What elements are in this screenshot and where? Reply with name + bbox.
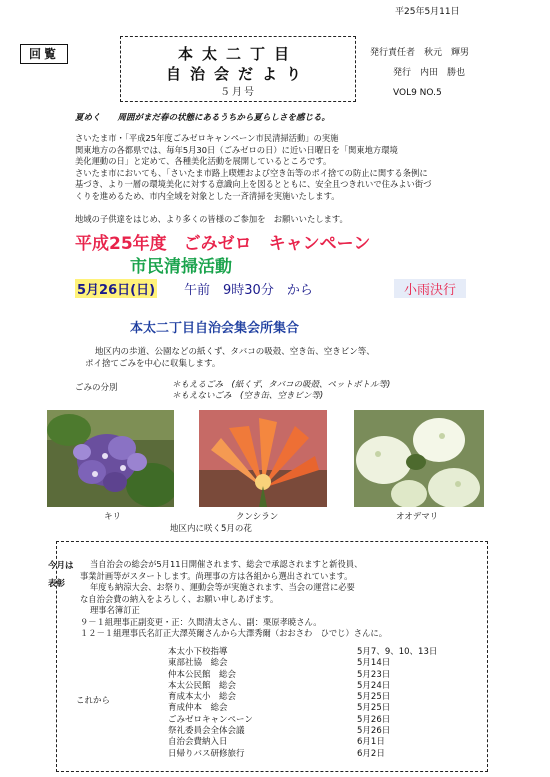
season-word: 夏めく (75, 113, 101, 123)
issue-date: 平25年5月11日 (395, 7, 460, 17)
oodemari-caption: オオデマリ (396, 512, 439, 522)
flowers-caption: 地区内に咲く5月の花 (170, 524, 252, 534)
sorting-label: ごみの分別 (75, 383, 118, 393)
season-line (75, 111, 330, 123)
issuer: 発行 内田 勝也 (393, 68, 466, 78)
commendation-label: 表彰 (48, 579, 66, 589)
event-date: 5月14日 (357, 658, 391, 669)
event-name: 本太公民館 総会 (168, 680, 237, 691)
title-line-2: 自治会だより (165, 65, 310, 83)
garbage-kinds (172, 380, 390, 402)
newsletter-title-box (120, 36, 356, 102)
intro-line: 美化運動の日」と定めて、各種美化活動を展開しているところです。 (75, 156, 332, 166)
oodemari-photo (354, 410, 484, 507)
kunshiran-photo (199, 410, 327, 507)
intro-paragraph (75, 133, 520, 202)
collection-area (85, 346, 375, 370)
kiri-caption: キリ (104, 512, 122, 522)
intro-line: 関東地方の各都県では、毎年5月30日（ごみゼロの日）に近い日曜日を「関東地方環境 (75, 144, 398, 155)
issue-label: ５月号 (220, 87, 256, 98)
event-date: 5月25日 (357, 692, 391, 703)
intro-line: くりを進めるため、市内全域を対象とした一斉清掃を実施いたします。 (75, 190, 340, 201)
upcoming-label: これから (76, 696, 111, 706)
meeting-line: 事業計画等がスタートします。尚理事の方は各組から選出されています。 (80, 570, 353, 581)
event-name: 育成仲本 総会 (168, 703, 228, 714)
event-name: ごみゼロキャンペーン (168, 714, 253, 725)
kunshiran-caption: クンシラン (236, 512, 279, 522)
area-line: 地区内の歩道、公園などの紙くず、タバコの吸殻、空き缶、空きビン等、 (95, 347, 375, 357)
campaign-subtitle: 市民清掃活動 (130, 257, 232, 277)
event-name: 仲本公民館 総会 (168, 669, 237, 680)
event-name: 育成本太小 総会 (168, 692, 237, 703)
meeting-place: 本太二丁目自治会集会所集合 (130, 321, 300, 336)
volume: VOL9 NO.5 (393, 88, 442, 98)
circulation-label: 回覧 (20, 44, 68, 64)
meeting-line: な自治会費の納入をよろしく、お願い申しあげます。 (80, 593, 279, 604)
kiri-photo (47, 410, 174, 507)
event-name: 自治会費納入日 (168, 737, 228, 748)
meeting-paragraph (80, 559, 387, 640)
event-date: 5月23日 (357, 669, 391, 680)
meeting-line: 年度も納涼大会、お祭り、運動会等が実施されます、当会の運営に必要 (90, 582, 355, 592)
event-date: 5月24日 (357, 680, 391, 691)
event-time: 午前 9時30分 から (184, 283, 313, 298)
event-date: 6月1日 (357, 737, 385, 748)
schedule-dates (357, 647, 437, 760)
event-date: 5月25日 (357, 703, 391, 714)
title-line-1: 本太二丁目 (177, 45, 298, 63)
meeting-line: １２－１組理事氏名訂正大澤英爾さんから大澤秀爾（おおさわ ひでじ）さんに。 (80, 628, 387, 638)
intro-line: 基づき、より一層の環境美化に対する意識向上を図るとともに、安全且つきれいで住みよい街づ (75, 179, 432, 189)
rain-notice: 小雨決行 (394, 279, 466, 298)
roster-correction: 理事名簿訂正 (90, 605, 140, 615)
intro-line: さいたま市においても、「さいたま市路上喫煙および空き缶等のポイ捨ての防止に関する条例に (75, 167, 428, 178)
burnable-item: ＊もえるごみ (紙くず、タバコの吸殻、ペットボトル等) (172, 380, 391, 390)
campaign-title: 平成25年度 ごみゼロ キャンペーン (75, 234, 371, 254)
participation-request: 地域の子供達をはじめ、より多くの皆様のご参加を お願いいたします。 (75, 214, 348, 224)
schedule-names (168, 647, 253, 760)
intro-line: さいたま市・「平成25年度ごみゼロキャンペーン市民清掃活動」の実施 (75, 133, 339, 143)
meeting-line: ９－１組理事正副変更・正：久間清太さん、副：栗原孝暁さん。 (80, 616, 322, 627)
event-name: 東部社協 総会 (168, 658, 228, 669)
event-name: 日帰りバス研修旅行 (168, 748, 245, 759)
event-date: 5月26日 (357, 714, 391, 725)
nonburnable-item: ＊もえないごみ (空き缶、空きビン等) (172, 391, 324, 401)
event-date: 6月2日 (357, 748, 385, 759)
area-line: ポイ捨てごみを中心に収集します。 (85, 359, 221, 369)
event-name: 祭礼委員会全体会議 (168, 726, 245, 737)
this-month-label: 今月は (48, 561, 74, 571)
event-name: 本太小下校指導 (168, 647, 228, 657)
event-date: 5月26日 (357, 726, 391, 737)
event-date: 5月26日(日) (75, 279, 157, 298)
event-date: 5月7、9、10、13日 (357, 647, 438, 657)
publisher: 発行責任者 秋元 輝男 (370, 48, 470, 58)
meeting-line: 当自治会の総会が5月11日開催されます、総会で承認されますと新役員、 (90, 559, 363, 569)
season-text: 周囲がまだ春の状態にあるうちから夏らしさを感じる。 (117, 113, 330, 123)
